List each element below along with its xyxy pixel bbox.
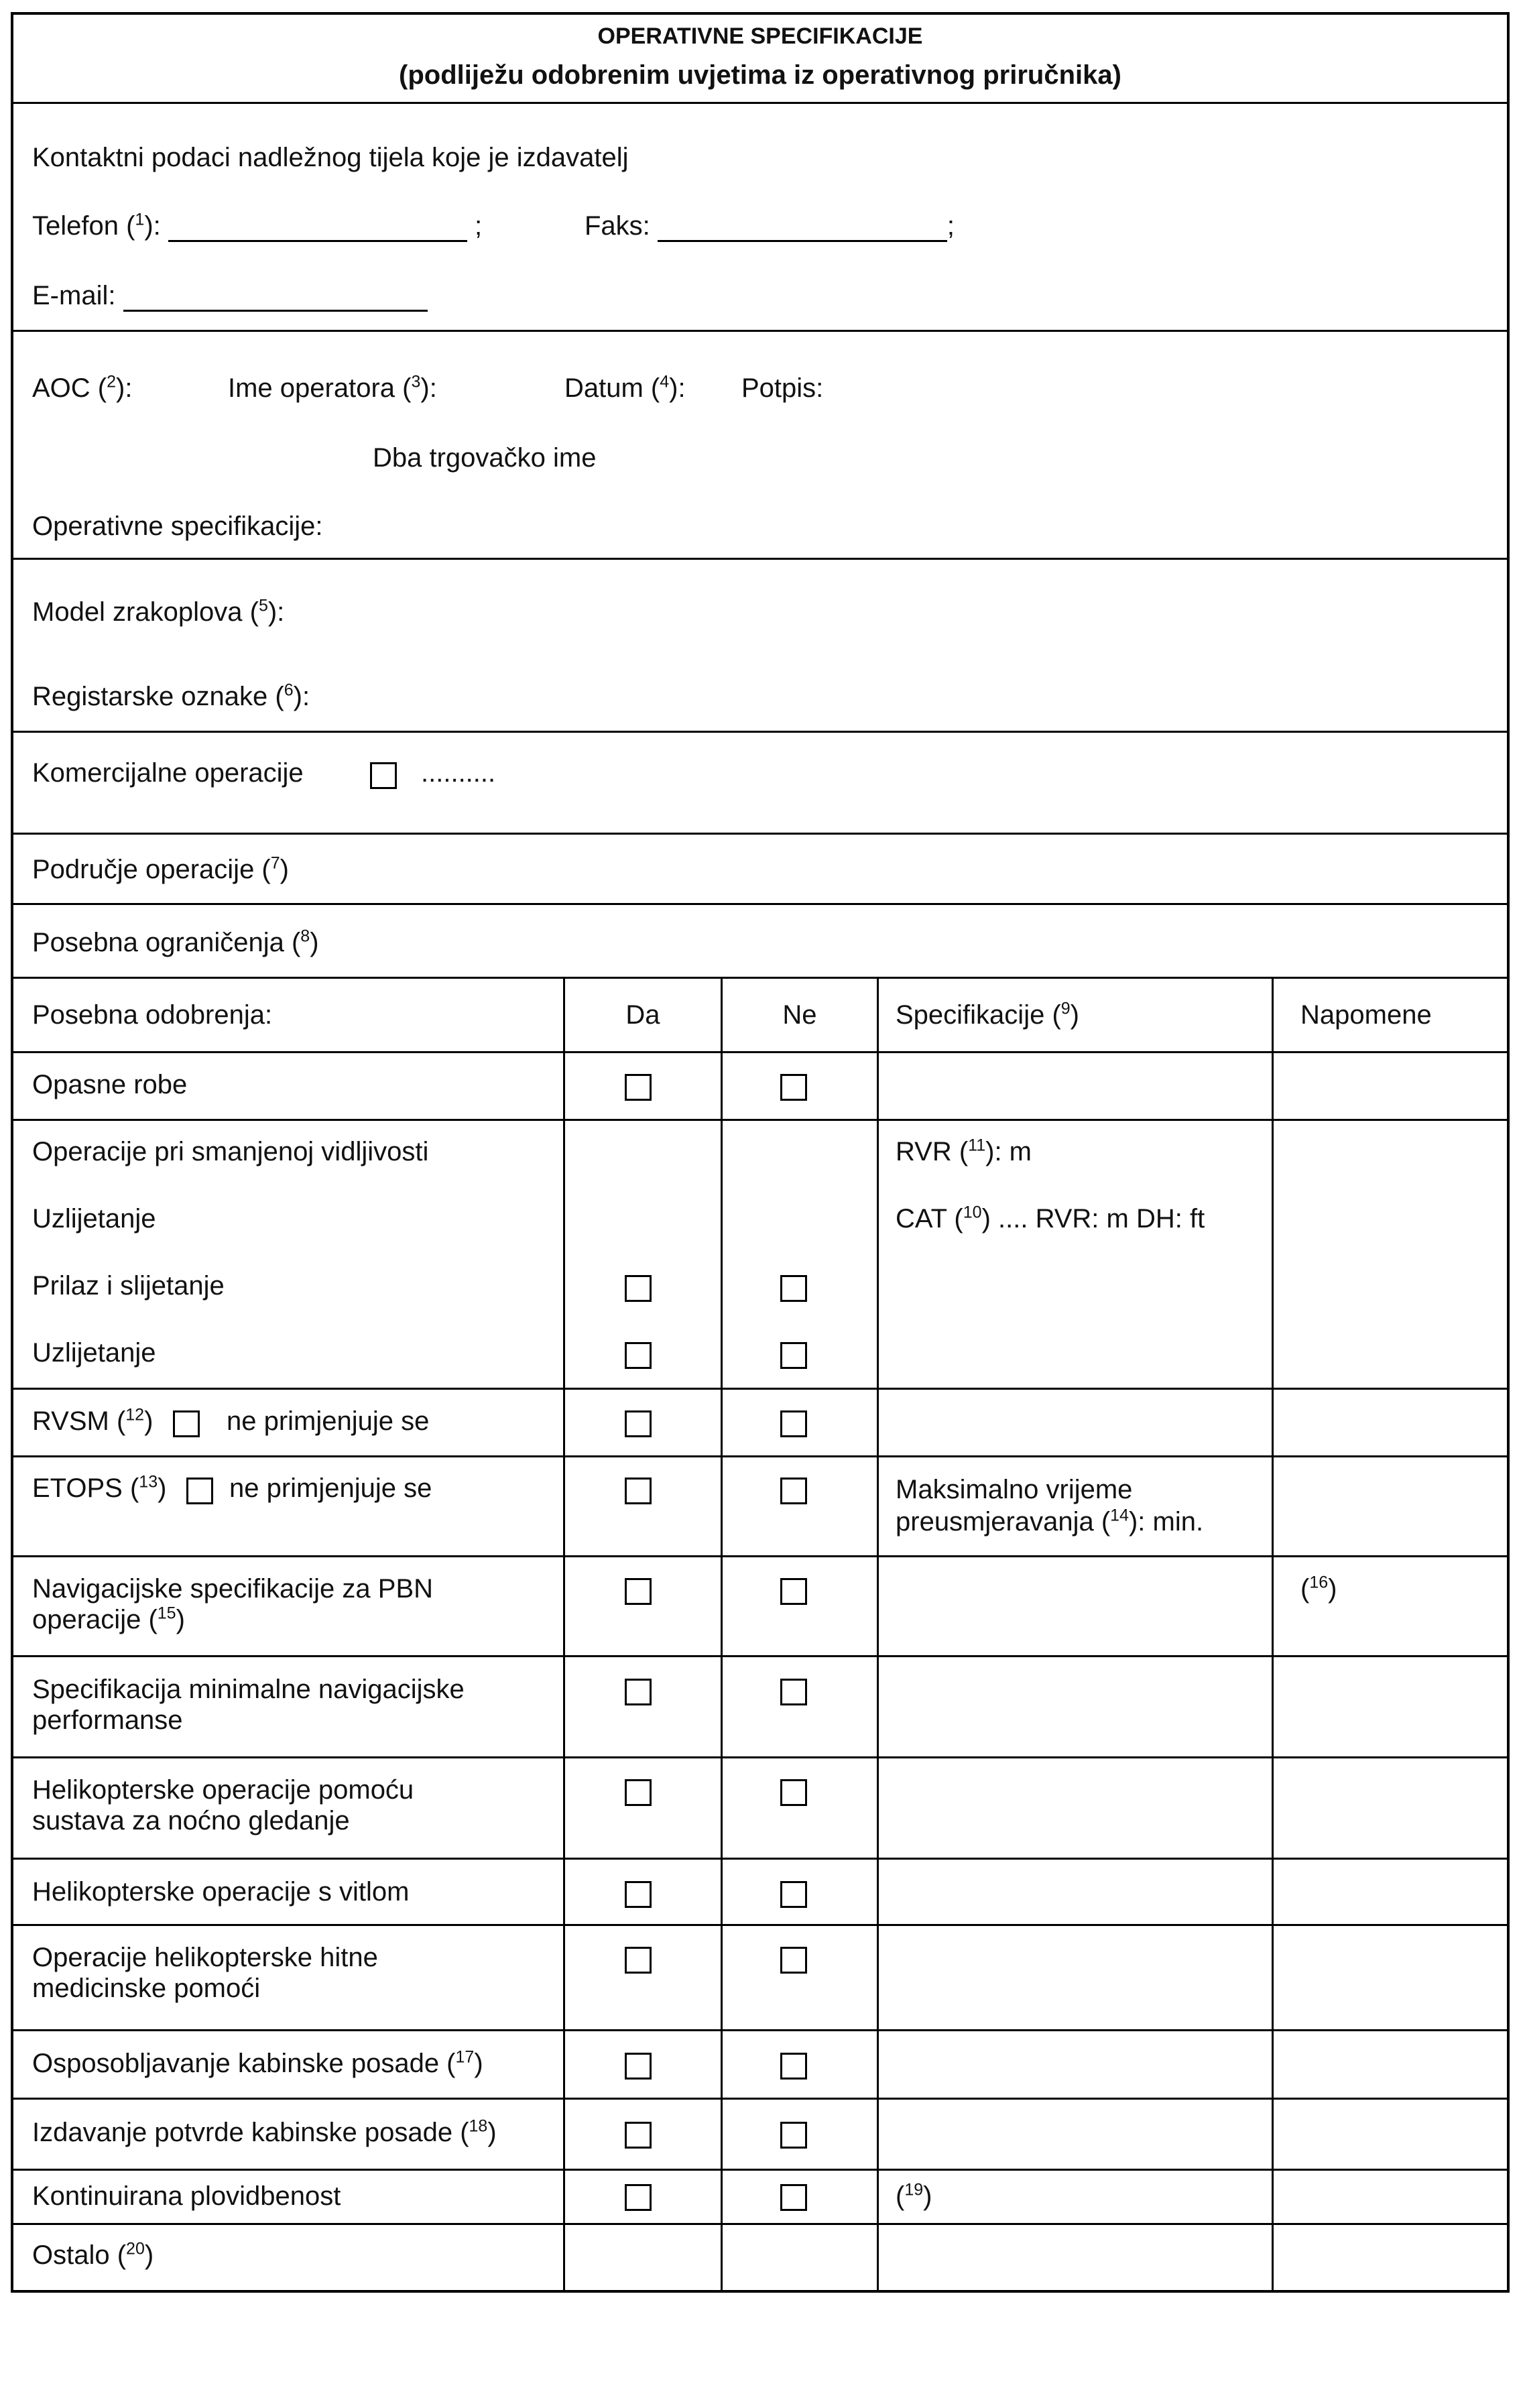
nvis-no-checkbox[interactable]	[780, 1779, 807, 1806]
area-of-operation-section	[13, 835, 1507, 905]
continuing-airworthiness-spec	[896, 2180, 932, 2212]
rvsm-no-checkbox[interactable]	[780, 1410, 807, 1437]
pbn-label-line1: Navigacijske specifikacije za PBN	[32, 1574, 434, 1604]
footnote-17: 17	[455, 2047, 475, 2067]
aircraft-model-label	[32, 596, 284, 628]
hems-label-line1: Operacije helikopterske hitne	[32, 1943, 378, 1972]
limitations-text: Posebna ograničenja (	[32, 928, 301, 957]
phone-separator: ;	[475, 211, 483, 241]
fax-label: Faks:	[585, 211, 650, 241]
contact-section	[13, 104, 1507, 332]
row-divider	[13, 2169, 1507, 2171]
signature-label: Potpis:	[741, 373, 824, 403]
row-divider	[13, 1455, 1507, 1457]
pbn-remark-close: )	[1328, 1574, 1337, 1604]
form-subtitle: (podliježu odobrenim uvjetima iz operativnog priručnika)	[399, 60, 1121, 90]
approach-landing-yes-checkbox[interactable]	[625, 1275, 652, 1302]
aoc-close: ):	[116, 373, 133, 403]
operator-name-label	[228, 372, 437, 404]
etops-max-diversion-line2	[896, 1506, 1203, 1538]
footnote-2: 2	[107, 372, 117, 392]
row-divider	[13, 1051, 1507, 1053]
operator-close: ):	[420, 373, 437, 403]
special-approvals-table	[13, 979, 1507, 2290]
etops-label	[32, 1472, 166, 1504]
footnote-3: 3	[411, 372, 421, 392]
commercial-operations-section	[13, 733, 1507, 835]
footnote-12: 12	[125, 1405, 145, 1425]
column-divider	[563, 979, 565, 2290]
lvo-takeoff2-label: Uzlijetanje	[32, 1338, 156, 1368]
commercial-operations-dots: ..........	[421, 758, 496, 788]
area-of-operation-label	[32, 853, 289, 886]
pbn-no-checkbox[interactable]	[780, 1578, 807, 1605]
nvis-label-line2: sustava za noćno gledanje	[32, 1806, 350, 1835]
footnote-6: 6	[284, 680, 294, 700]
row-divider	[13, 1555, 1507, 1557]
takeoff-no-checkbox[interactable]	[780, 1342, 807, 1369]
footnote-18: 18	[469, 2116, 488, 2136]
rvr-text: RVR (	[896, 1137, 969, 1166]
etops-not-applicable-label: ne primjenjuje se	[229, 1473, 432, 1503]
operator-text: Ime operatora (	[228, 373, 412, 403]
row-divider	[13, 2223, 1507, 2225]
lvo-takeoff-label: Uzlijetanje	[32, 1204, 156, 1233]
header-yes: Da	[625, 1000, 660, 1030]
commercial-operations-label: Komercijalne operacije	[32, 758, 304, 788]
cat-close: ) .... RVR: m DH: ft	[981, 1204, 1205, 1233]
cat-text: CAT (	[896, 1204, 963, 1233]
aircraft-model-text: Model zrakoplova (	[32, 597, 259, 627]
takeoff-yes-checkbox[interactable]	[625, 1342, 652, 1369]
hoist-operations-no-checkbox[interactable]	[780, 1881, 807, 1908]
header-no: Ne	[782, 1000, 817, 1030]
cabin-training-text: Osposobljavanje kabinske posade (	[32, 2049, 456, 2078]
cabin-crew-training-no-checkbox[interactable]	[780, 2053, 807, 2080]
footnote-16: 16	[1309, 1573, 1329, 1592]
area-text: Područje operacije (	[32, 855, 271, 884]
approach-landing-no-checkbox[interactable]	[780, 1275, 807, 1302]
lvo-cat-spec	[896, 1203, 1205, 1235]
special-limitations-section	[13, 905, 1507, 979]
dangerous-goods-label: Opasne robe	[32, 1070, 188, 1099]
date-text: Datum (	[564, 373, 660, 403]
email-field[interactable]	[123, 283, 428, 312]
fax-field[interactable]	[658, 213, 947, 242]
mnps-no-checkbox[interactable]	[780, 1679, 807, 1705]
row-divider	[13, 1924, 1507, 1926]
hems-label-line2: medicinske pomoći	[32, 1974, 261, 2003]
footnote-1: 1	[135, 210, 145, 229]
row-divider	[13, 2029, 1507, 2031]
cabin-crew-attestation-label	[32, 2116, 497, 2149]
registration-text: Registarske oznake (	[32, 682, 284, 711]
phone-field[interactable]	[168, 213, 467, 242]
footnote-14: 14	[1110, 1506, 1129, 1525]
date-close: ):	[669, 373, 686, 403]
mnps-yes-checkbox[interactable]	[625, 1679, 652, 1705]
airworthiness-spec-open: (	[896, 2181, 905, 2211]
footnote-9: 9	[1060, 999, 1071, 1018]
row-divider	[13, 1655, 1507, 1657]
pbn-label-line2	[32, 1604, 185, 1636]
spec-close: )	[1070, 1000, 1079, 1030]
footnote-15: 15	[157, 1604, 176, 1623]
aircraft-section	[13, 560, 1507, 733]
hoist-operations-yes-checkbox[interactable]	[625, 1881, 652, 1908]
etops-yes-checkbox[interactable]	[625, 1478, 652, 1504]
fax-separator: ;	[947, 211, 955, 241]
footnote-5: 5	[258, 596, 268, 615]
rvsm-label	[32, 1405, 153, 1437]
phone-row	[32, 210, 482, 242]
rvsm-not-applicable-label: ne primjenjuje se	[227, 1406, 430, 1436]
lvo-approach-label: Prilaz i slijetanje	[32, 1271, 225, 1301]
etops-no-checkbox[interactable]	[780, 1478, 807, 1504]
limitations-close: )	[310, 928, 319, 957]
authority-contact-label: Kontaktni podaci nadležnog tijela koje je izdavatelj	[32, 143, 629, 172]
other-close: )	[144, 2240, 154, 2270]
mnps-label-line2: performanse	[32, 1705, 183, 1735]
operational-specs-label: Operativne specifikacije:	[32, 511, 323, 541]
footnote-13: 13	[139, 1472, 158, 1492]
airworthiness-spec-close: )	[923, 2181, 932, 2211]
cabin-crew-training-yes-checkbox[interactable]	[625, 2053, 652, 2080]
hoist-operations-label: Helikopterske operacije s vitlom	[32, 1877, 410, 1907]
pbn-text: operacije (	[32, 1605, 158, 1634]
rvsm-text: RVSM (	[32, 1406, 126, 1436]
rvr-close: ): m	[985, 1137, 1032, 1166]
column-divider	[721, 979, 723, 2290]
pbn-remark-open: (	[1300, 1574, 1310, 1604]
cabin-crew-attestation-yes-checkbox[interactable]	[625, 2122, 652, 2149]
row-divider	[13, 1388, 1507, 1390]
row-divider	[13, 2098, 1507, 2100]
cabin-attestation-close: )	[487, 2118, 497, 2147]
footnote-20: 20	[126, 2239, 145, 2259]
etops-text: ETOPS (	[32, 1473, 139, 1503]
footnote-7: 7	[270, 853, 280, 873]
rvsm-yes-checkbox[interactable]	[625, 1410, 652, 1437]
special-limitations-label	[32, 926, 319, 959]
continuing-airworthiness-yes-checkbox[interactable]	[625, 2184, 652, 2211]
mnps-label-line1: Specifikacija minimalne navigacijske	[32, 1675, 465, 1704]
row-divider	[13, 1858, 1507, 1860]
registration-close: ):	[293, 682, 310, 711]
other-text: Ostalo (	[32, 2240, 127, 2270]
hems-yes-checkbox[interactable]	[625, 1947, 652, 1974]
footnote-10: 10	[963, 1203, 982, 1222]
hems-no-checkbox[interactable]	[780, 1947, 807, 1974]
form-header	[13, 15, 1507, 104]
rvsm-close: )	[144, 1406, 154, 1436]
dangerous-goods-yes-checkbox[interactable]	[625, 1074, 652, 1101]
cabin-crew-attestation-no-checkbox[interactable]	[780, 2122, 807, 2149]
aoc-text: AOC (	[32, 373, 107, 403]
cabin-crew-training-label	[32, 2047, 483, 2080]
email-label: E-mail:	[32, 281, 116, 310]
footnote-8: 8	[300, 926, 310, 946]
footnote-4: 4	[660, 372, 670, 392]
etops-close: )	[158, 1473, 167, 1503]
header-remarks: Napomene	[1300, 1000, 1432, 1030]
footnote-11: 11	[968, 1136, 986, 1155]
phone-label: Telefon (	[32, 211, 135, 241]
commercial-operations-checkbox[interactable]	[370, 762, 397, 789]
spec-text: Specifikacije (	[896, 1000, 1061, 1030]
cabin-attestation-text: Izdavanje potvrde kabinske posade (	[32, 2118, 469, 2147]
other-label	[32, 2239, 154, 2271]
email-row	[32, 280, 428, 312]
header-specifications	[896, 999, 1079, 1031]
rvsm-not-applicable-checkbox[interactable]	[173, 1410, 200, 1437]
footnote-19: 19	[904, 2180, 924, 2200]
row-divider	[13, 1756, 1507, 1758]
etops-not-applicable-checkbox[interactable]	[186, 1478, 213, 1504]
operational-specifications-form	[11, 12, 1510, 2293]
lvo-rvr-spec	[896, 1136, 1032, 1168]
registration-label	[32, 680, 310, 713]
fax-row	[585, 210, 955, 242]
row-divider	[13, 1119, 1507, 1121]
cabin-training-close: )	[474, 2049, 483, 2078]
dangerous-goods-no-checkbox[interactable]	[780, 1074, 807, 1101]
area-close: )	[280, 855, 289, 884]
column-divider	[877, 979, 879, 2290]
lvo-label: Operacije pri smanjenoj vidljivosti	[32, 1137, 429, 1166]
diversion-close: ): min.	[1128, 1507, 1204, 1537]
aoc-label	[32, 372, 132, 404]
continuing-airworthiness-no-checkbox[interactable]	[780, 2184, 807, 2211]
continuing-airworthiness-label: Kontinuirana plovidbenost	[32, 2181, 341, 2211]
column-divider	[1272, 979, 1274, 2290]
header-special-approvals: Posebna odobrenja:	[32, 1000, 273, 1030]
form-title: OPERATIVNE SPECIFIKACIJE	[597, 23, 923, 49]
nvis-label-line1: Helikopterske operacije pomoću	[32, 1775, 414, 1805]
aircraft-model-close: ):	[267, 597, 285, 627]
phone-label-close: ):	[144, 211, 161, 241]
etops-max-diversion-line1: Maksimalno vrijeme	[896, 1475, 1133, 1504]
date-label	[564, 372, 686, 404]
diversion-text: preusmjeravanja (	[896, 1507, 1111, 1537]
dba-trade-name-label: Dba trgovačko ime	[373, 443, 597, 473]
pbn-close: )	[176, 1605, 185, 1634]
pbn-remark	[1300, 1573, 1337, 1605]
pbn-yes-checkbox[interactable]	[625, 1578, 652, 1605]
nvis-yes-checkbox[interactable]	[625, 1779, 652, 1806]
aoc-section	[13, 332, 1507, 560]
